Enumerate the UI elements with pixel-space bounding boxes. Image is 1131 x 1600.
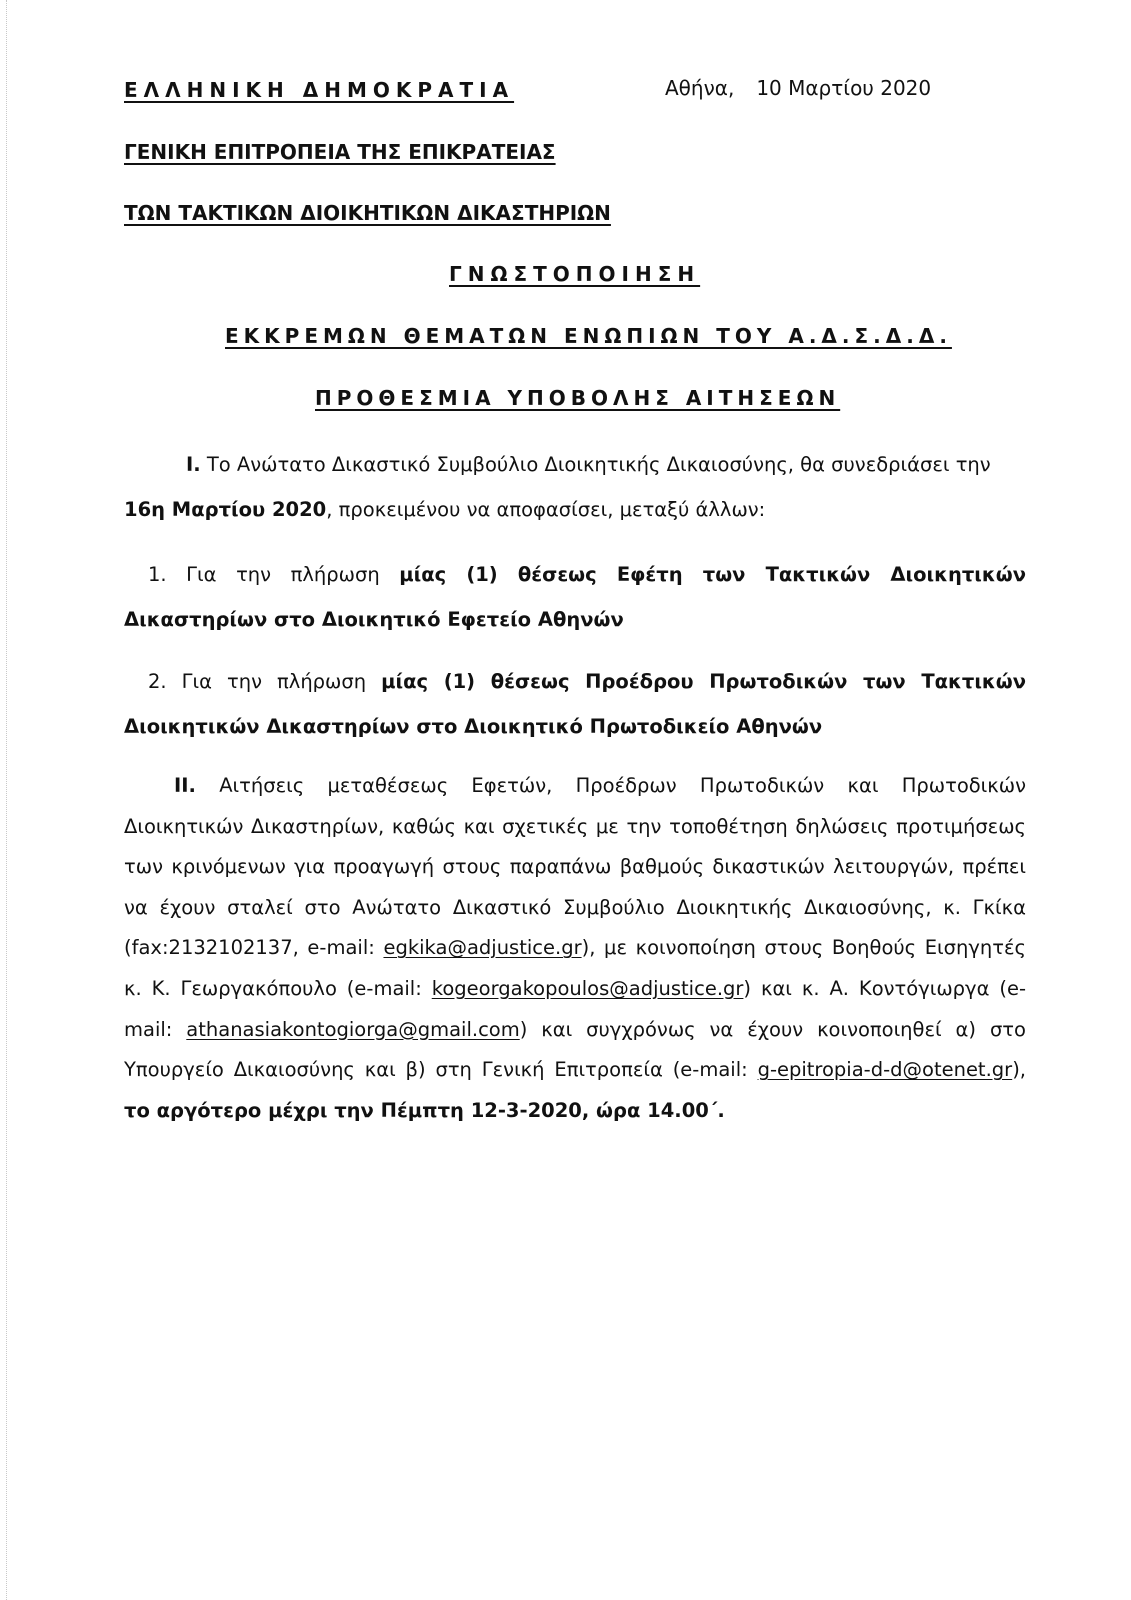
section-1-intro-text-end: , προκειμένου να αποφασίσει, μεταξύ άλλων:: [326, 498, 766, 521]
item-1-number: 1.: [148, 563, 167, 586]
commission-heading-line2: ΤΩΝ ΤΑΚΤΙΚΩΝ ΔΙΟΙΚΗΤΙΚΩΝ ΔΙΚΑΣΤΗΡΙΩΝ: [124, 201, 611, 225]
document-date: [665, 76, 931, 100]
pending-issues-title: ΕΚΚΡΕΜΩΝ ΘΕΜΑΤΩΝ ΕΝΩΠΙΩΝ ΤΟΥ Α.Δ.Σ.Δ.Δ.: [225, 324, 952, 348]
section-1-line2: [124, 487, 1026, 532]
submission-deadline: το αργότερο μέχρι την Πέμπτη 12-3-2020, ώρα 14.00΄.: [124, 1098, 725, 1122]
item-2: [124, 659, 1026, 749]
section-2-text-1: Αιτήσεις μεταθέσεως Εφετών, Προέδρων Πρωτοδικών και Πρωτοδικών Διοικητικών Δικαστηρίων, καθώς και σχετικές με την τοποθέτηση δηλώσεις προτιμήσεως των κρινόμενων για προαγωγή στους παραπάνω βαθμούς δικαστικών λειτουργών, πρέπει να έχουν σταλεί στο Ανώτατο Δικαστικό Συμβούλιο Διοικητικής Δικαιοσύνης, κ. Γκίκα (fax:2132102137, e-mail:: [124, 774, 1026, 960]
item-2-line1: [124, 659, 1026, 704]
commission-heading-line1: ΓΕΝΙΚΗ ΕΠΙΤΡΟΠΕΙΑ ΤΗΣ ΕΠΙΚΡΑΤΕΙΑΣ: [124, 140, 556, 164]
section-2-text-5: ),: [1012, 1058, 1026, 1082]
section-2-text-3: ) και κ. Α. Κοντόγιωργα (e-mail:: [124, 976, 1026, 1041]
section-1-paragraph: [124, 442, 1026, 532]
item-1-plain-text: Για την πλήρωση: [166, 563, 400, 586]
notice-title: ΓΝΩΣΤΟΠΟΙΗΣΗ: [449, 262, 701, 286]
section-1-line1: [124, 442, 1026, 487]
item-2-bold-line1: μίας (1) θέσεως Προέδρου Πρωτοδικών των Τακτικών: [381, 670, 1026, 693]
section-2-numeral: ΙΙ.: [174, 774, 196, 797]
deadline-title: ΠΡΟΘΕΣΜΙΑ ΥΠΟΒΟΛΗΣ ΑΙΤΗΣΕΩΝ: [315, 386, 841, 410]
date-value: 10 Μαρτίου 2020: [756, 76, 932, 100]
item-2-number: 2.: [148, 670, 167, 693]
email-link-gkika[interactable]: egkika@adjustice.gr: [383, 936, 582, 960]
scan-edge: [6, 0, 7, 1600]
section-2-text-4: ) και συγχρόνως να έχουν κοινοποιηθεί α) στο Υπουργείο Δικαιοσύνης και β) στη Γενική Επιτροπεία (e-mail:: [124, 1017, 1026, 1082]
section-2-text-2: ), με κοινοποίηση στους Βοηθούς Εισηγητές κ. Κ. Γεωργακόπουλο (e-mail:: [124, 936, 1027, 1000]
section-1-numeral: Ι.: [186, 453, 201, 476]
session-date: 16η Μαρτίου 2020: [124, 498, 327, 521]
email-link-general-commission[interactable]: g-epitropia-d-d@otenet.gr: [757, 1058, 1013, 1082]
item-2-plain-text: Για την πλήρωση: [166, 670, 382, 693]
item-1-line1: [124, 552, 1026, 597]
date-place: Αθήνα,: [665, 76, 735, 100]
republic-heading: ΕΛΛΗΝΙΚΗ ΔΗΜΟΚΡΑΤΙΑ: [124, 78, 515, 102]
item-2-bold-line2: Διοικητικών Δικαστηρίων στο Διοικητικό Πρωτοδικείο Αθηνών: [124, 715, 823, 738]
section-2-paragraph: [124, 766, 1026, 1131]
item-2-line2: [124, 704, 1026, 749]
section-1-intro-text: Το Ανώτατο Δικαστικό Συμβούλιο Διοικητικής Δικαιοσύνης, θα συνεδριάσει την: [200, 453, 991, 476]
email-link-georgakopoulos[interactable]: kogeorgakopoulos@adjustice.gr: [431, 976, 744, 1000]
item-1: [124, 552, 1026, 642]
item-1-line2: [124, 597, 1026, 642]
email-link-kontogiorga[interactable]: athanasiakontogiorga@gmail.com: [186, 1017, 520, 1041]
item-1-bold-line1: μίας (1) θέσεως Εφέτη των Τακτικών Διοικητικών: [399, 563, 1026, 586]
item-1-bold-line2: Δικαστηρίων στο Διοικητικό Εφετείο Αθηνών: [124, 608, 624, 631]
